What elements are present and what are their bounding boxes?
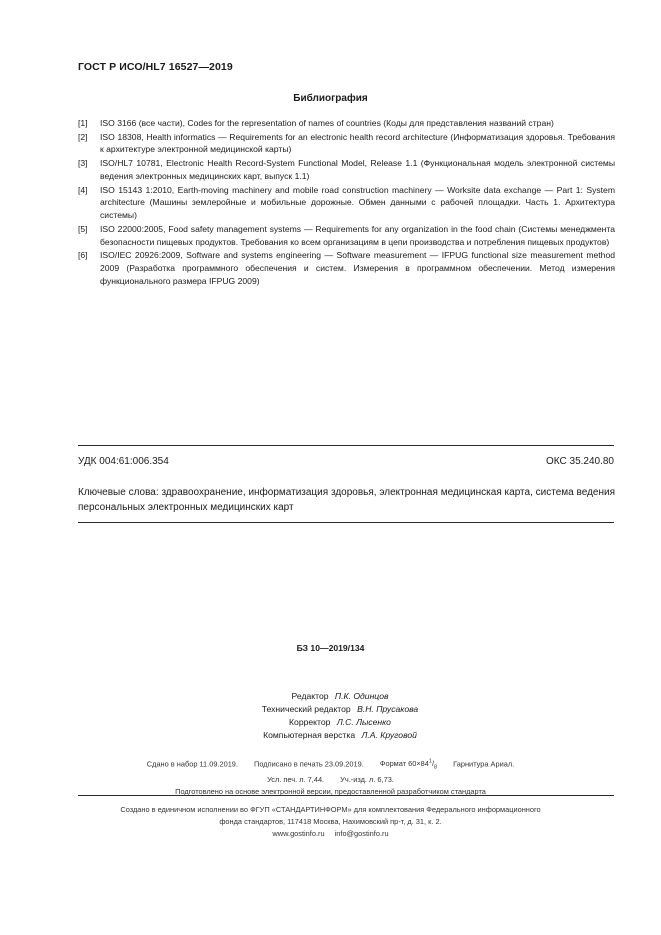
staff-name: П.К. Одинцов: [334, 691, 389, 701]
print-details-line: [60, 756, 601, 774]
website-link[interactable]: www.gostinfo.ru: [272, 829, 325, 838]
paper-format: Формат $60\times 84^1/_8$: [379, 759, 438, 771]
staff-role: Корректор: [289, 717, 331, 727]
staff-role: Технический редактор: [261, 704, 351, 714]
staff-name: Л.С. Лысенко: [336, 717, 391, 727]
section-divider: [78, 795, 614, 796]
bz-number: БЗ 10—2019/134: [296, 643, 365, 653]
staff-role: Компьютерная верстка: [263, 730, 356, 740]
publisher-line: Создано в единичном исполнении во ФГУП «СТАНДАРТИНФОРМ» для комплектования Федерального информационного: [120, 805, 541, 814]
editorial-staff: [212, 690, 468, 742]
publisher-info: [60, 804, 601, 840]
staff-name: Л.А. Круговой: [361, 730, 417, 740]
bibliography-item-number: [2]: [78, 131, 88, 142]
staff-name: В.Н. Прусакова: [357, 704, 419, 714]
signed-date: Подписано в печать 23.09.2019.: [254, 759, 364, 769]
typeset-date: Сдано в набор 11.09.2019.: [146, 759, 238, 769]
bibliography-item-text: ISO 15143 1:2010, Earth-moving machinery and mobile road construction machinery — Worksite data exchange — Part 1: System architecture (Машины землеройные и мобильные дорожные. Обмен данными с рабочей площадки. Часть 1. Архитектура системы): [100, 184, 615, 221]
bibliography-item: [78, 249, 615, 287]
publisher-sheets: Уч.-изд. л. 6,73.: [340, 774, 394, 784]
email-link[interactable]: info@gostinfo.ru: [334, 829, 389, 838]
publisher-line: фонда стандартов, 117418 Москва, Нахимовский пр-т, д. 31, к. 2.: [219, 817, 442, 826]
section-divider: [78, 445, 614, 446]
print-details-line: [60, 774, 601, 786]
publisher-contacts: [60, 828, 601, 840]
staff-row: [212, 716, 468, 729]
bibliography-item-text: ISO 18308, Health informatics — Requirements for an electronic health record architecture (Информатизация здоровья. Требования к архитектуре электронной медицинской карты): [100, 131, 615, 155]
bibliography-item-number: [3]: [78, 158, 88, 169]
staff-row: [212, 690, 468, 703]
staff-row: [212, 703, 468, 716]
bibliography-item: [78, 117, 615, 130]
oks-code: ОКС 35.240.80: [546, 456, 614, 467]
bibliography-item: [78, 184, 615, 222]
keywords: Ключевые слова: здравоохранение, информатизация здоровья, электронная медицинская карта, система ведения персональных электронных медицинских карт: [78, 487, 615, 513]
print-details: [60, 756, 601, 798]
bibliography-item: [78, 223, 615, 248]
bibliography-item-number: [6]: [78, 250, 88, 261]
bibliography-item-number: [1]: [78, 118, 88, 128]
bibliography-list: [78, 117, 615, 289]
bibliography-item-number: [4]: [78, 184, 88, 195]
staff-role: Редактор: [291, 691, 329, 701]
bibliography-title: Библиография: [293, 93, 368, 104]
section-divider: [78, 522, 614, 523]
typeface: Гарнитура Ариал.: [453, 759, 515, 769]
print-sheets: Усл. печ. л. 7,44.: [267, 774, 325, 784]
staff-row: [212, 729, 468, 742]
standard-designation: ГОСТ Р ИСО/HL7 16527—2019: [78, 61, 233, 73]
bibliography-item: [78, 157, 615, 182]
bibliography-item-number: [5]: [78, 223, 88, 234]
udk-code: УДК 004:61:006.354: [78, 456, 169, 467]
bibliography-item-text: ISO 22000:2005, Food safety management systems — Requirements for any organization in the food chain (Системы менеджмента безопасности пищевых продуктов. Требования ко всем организациям в цепи производства и потребления пищевых продуктов): [100, 223, 615, 247]
bibliography-item-text: ISO/HL7 10781, Electronic Health Record-System Functional Model, Release 1.1 (Функциональная модель электронной системы ведения электронных медицинских карт, выпуск 1.1): [100, 158, 615, 181]
source-note: Подготовлено на основе электронной версии, предоставленной разработчиком стандарта: [175, 786, 486, 796]
bibliography-item: [78, 131, 615, 156]
bibliography-item-text: ISO 3166 (все части), Codes for the representation of names of countries (Коды для представления названий стран): [100, 118, 554, 128]
bibliography-item-text: ISO/IEC 20926:2009, Software and systems engineering — Software measurement — IFPUG functional size measurement method 2009 (Разработка программного обеспечения и систем. Измерения в программном обеспечении. Метод измерения функционального размера IFPUG 2009): [100, 250, 615, 286]
